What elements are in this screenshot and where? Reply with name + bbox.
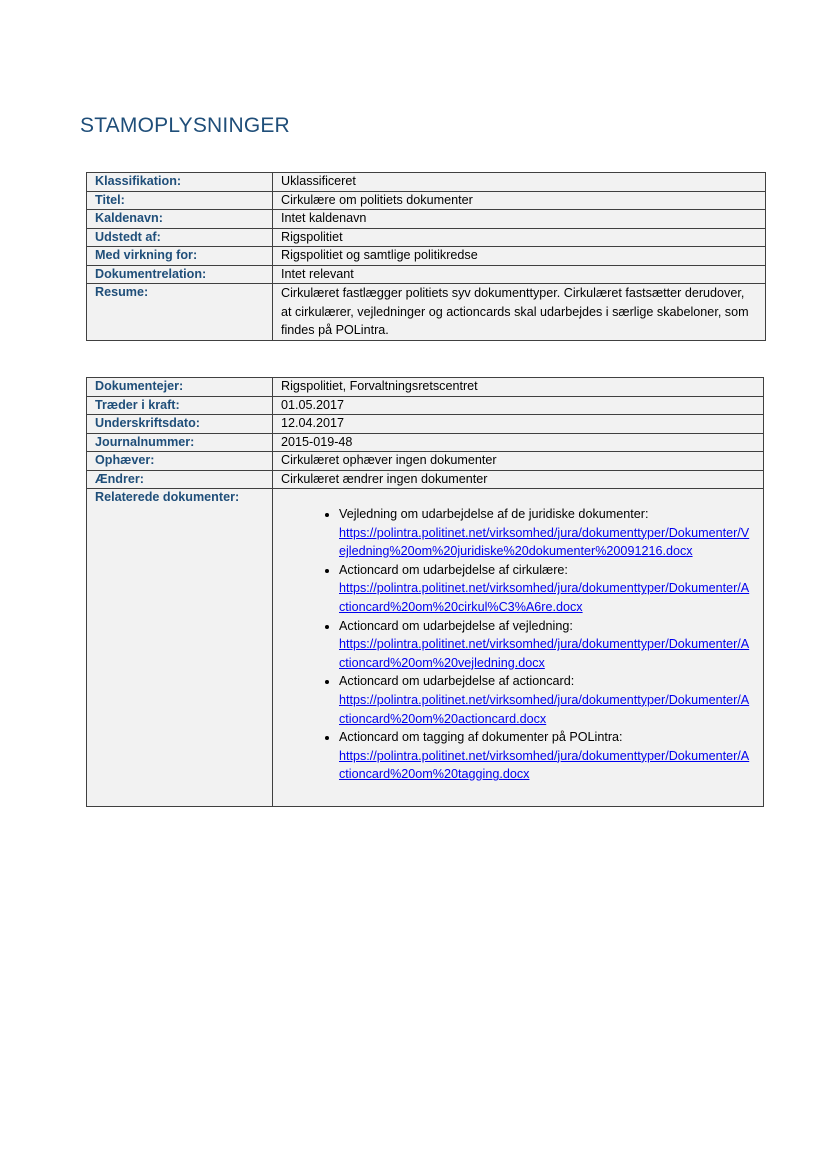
field-value-effective-date: 01.05.2017 [273,396,764,415]
master-data-table [86,172,766,341]
table-row [87,378,764,397]
related-doc-link[interactable]: https://polintra.politinet.net/virksomhed/jura/dokumenttyper/Dokumenter/Actioncard%20om%20actioncard.docx [339,692,750,726]
table-row [87,470,764,489]
related-doc-title: Vejledning om udarbejdelse af de juridiske dokumenter: [339,507,649,521]
list-item [339,728,755,784]
field-value-document-relation: Intet relevant [273,265,766,284]
field-label-journal-number: Journalnummer: [87,433,273,452]
field-value-effective-for: Rigspolitiet og samtlige politikredse [273,247,766,266]
table-row [87,173,766,192]
document-details-table [86,377,764,807]
table-row [87,210,766,229]
field-label-document-relation: Dokumentrelation: [87,265,273,284]
related-doc-link[interactable]: https://polintra.politinet.net/virksomhed/jura/dokumenttyper/Dokumenter/Actioncard%20om%20cirkul%C3%A6re.docx [339,581,750,614]
page-heading: STAMOPLYSNINGER [80,114,290,137]
field-value-document-owner: Rigspolitiet, Forvaltningsretscentret [273,378,764,397]
related-doc-title: Actioncard om udarbejdelse af vejledning: [339,618,573,633]
list-item [339,561,755,617]
table-row [87,284,766,341]
table-row [87,433,764,452]
field-value-issued-by: Rigspolitiet [273,228,766,247]
field-label-effective-date: Træder i kraft: [87,396,273,415]
field-label-title: Titel: [87,191,273,210]
table-row [87,265,766,284]
field-value-amends: Cirkulæret ændrer ingen dokumenter [273,470,764,489]
field-label-document-owner: Dokumentejer: [87,378,273,397]
field-value-summary: Cirkulæret fastlægger politiets syv dokumenttyper. Cirkulæret fastsætter derudover, at cirkulærer, vejledninger og actioncards skal udarbejdes i særlige skabeloner, som findes på POLintra. [273,284,766,341]
table-row [87,228,766,247]
field-value-title: Cirkulære om politiets dokumenter [273,191,766,210]
field-label-nickname: Kaldenavn: [87,210,273,229]
related-doc-title: Actioncard om tagging af dokumenter på POLintra: [339,730,623,745]
field-label-issued-by: Udstedt af: [87,228,273,247]
table-row [87,191,766,210]
table-row [87,415,764,434]
related-doc-link[interactable]: https://polintra.politinet.net/virksomhed/jura/dokumenttyper/Dokumenter/Vejledning%20om%20juridiske%20dokumenter%20091216.docx [339,525,750,559]
list-item [339,672,755,728]
field-label-amends: Ændrer: [87,470,273,489]
table-row [87,452,764,471]
field-label-signature-date: Underskriftsdato: [87,415,273,434]
table-row [87,396,764,415]
table-row [87,489,764,807]
field-value-related-documents [273,489,764,807]
related-doc-link[interactable]: https://polintra.politinet.net/virksomhed/jura/dokumenttyper/Dokumenter/Actioncard%20om%20tagging.docx [339,748,750,782]
related-doc-title: Actioncard om udarbejdelse af actioncard: [339,674,575,689]
table-row [87,247,766,266]
field-value-classification: Uklassificeret [273,173,766,192]
list-item [339,617,755,673]
field-value-repeals: Cirkulæret ophæver ingen dokumenter [273,452,764,471]
list-item [339,505,755,561]
field-value-signature-date: 12.04.2017 [273,415,764,434]
related-doc-title: Actioncard om udarbejdelse af cirkulære: [339,562,568,577]
field-label-summary: Resume: [87,284,273,341]
field-label-classification: Klassifikation: [87,173,273,192]
field-label-effective-for: Med virkning for: [87,247,273,266]
field-label-repeals: Ophæver: [87,452,273,471]
field-label-related-documents: Relaterede dokumenter: [87,489,273,807]
related-doc-link[interactable]: https://polintra.politinet.net/virksomhed/jura/dokumenttyper/Dokumenter/Actioncard%20om%20vejledning.docx [339,637,750,670]
related-documents-list [281,505,755,806]
field-value-nickname: Intet kaldenavn [273,210,766,229]
field-value-journal-number: 2015-019-48 [273,433,764,452]
